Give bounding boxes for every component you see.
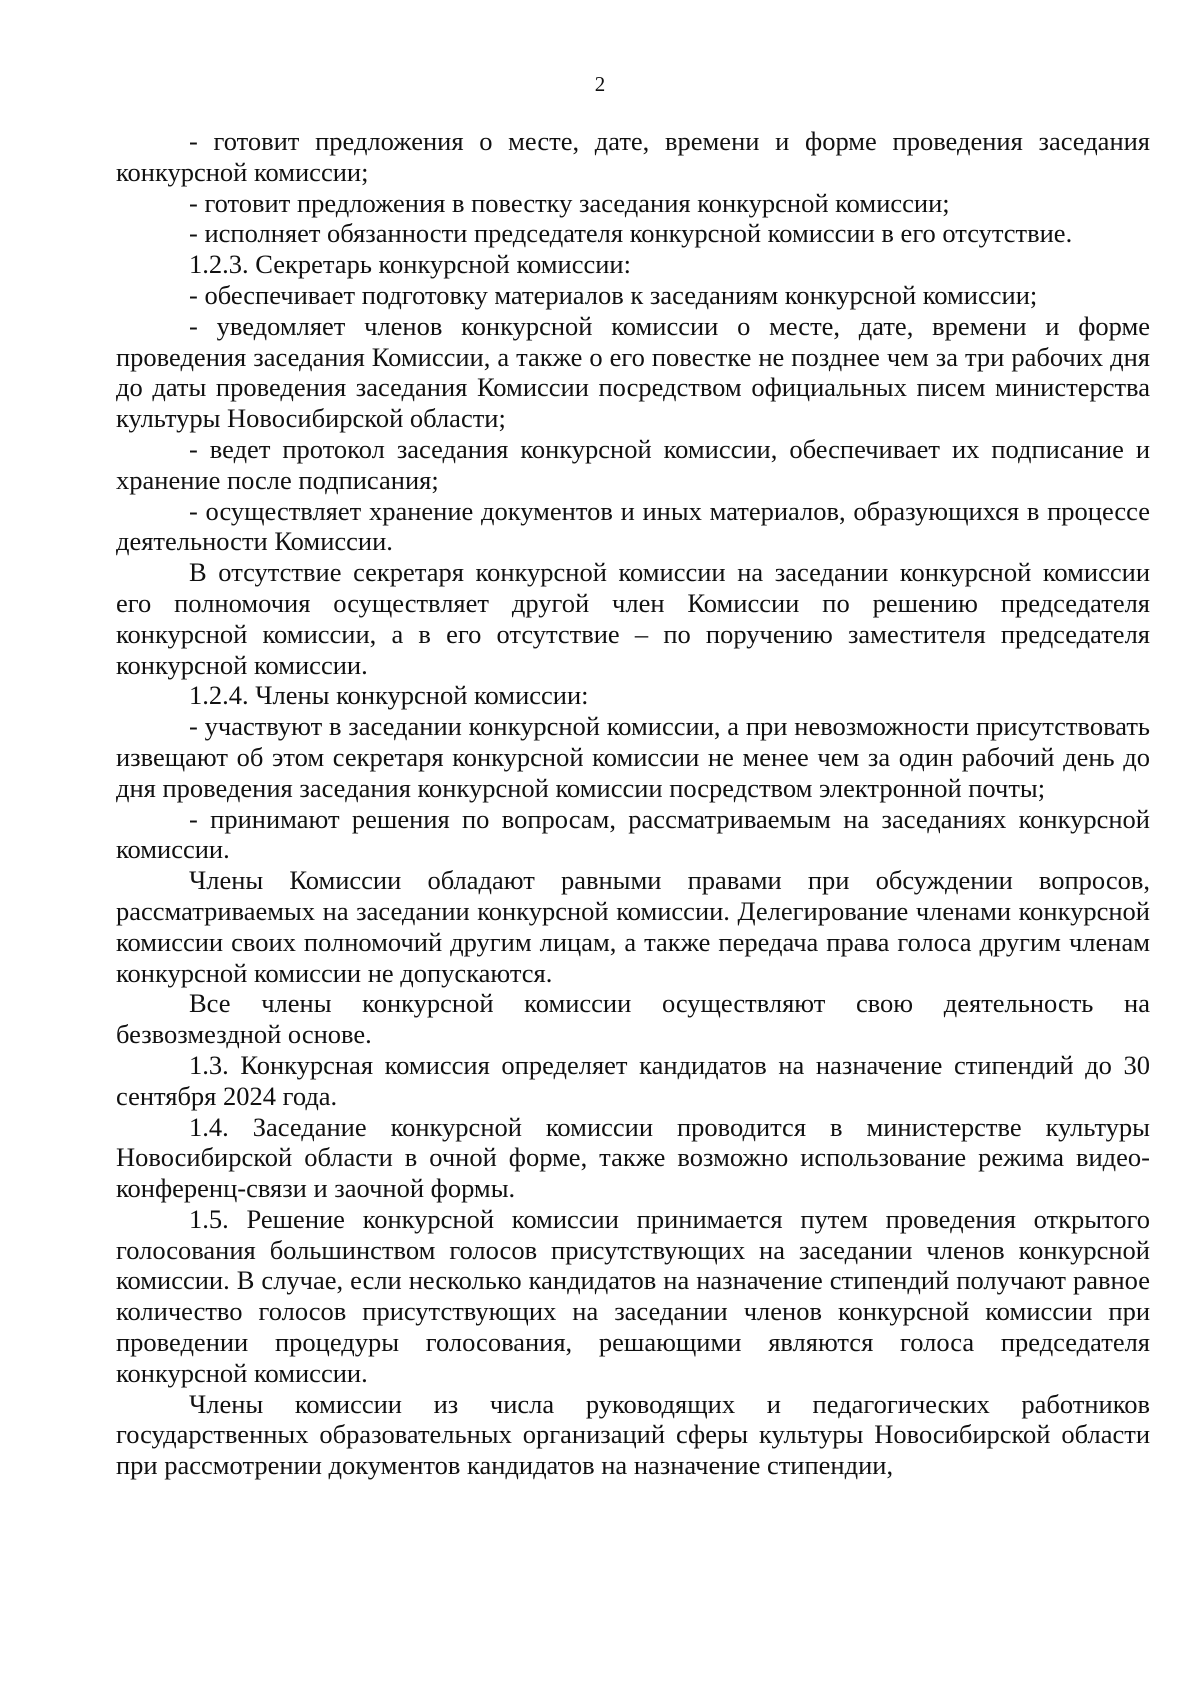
clause-1-5: 1.5. Решение конкурсной комиссии принимается путем проведения открытого голосования большинством голосов присутствующих на заседании членов конкурсной комиссии. В случае, если несколько кандидатов на назначение стипендий получают равное количество голосов присутствующих на заседании членов конкурсной комиссии при проведении процедуры голосования, решающими являются голоса председателя конкурсной комиссии.	[116, 1203, 1150, 1388]
paragraph-1: - готовит предложения о месте, дате, времени и форме проведения заседания конкурсной комиссии;	[116, 126, 1150, 187]
paragraph-13: Члены Комиссии обладают равными правами при обсуждении вопросов, рассматриваемых на заседании конкурсной комиссии. Делегирование членами конкурсной комиссии своих полномочий другим лицам, а также передача права голоса другим членам конкурсной комиссии не допускаются.	[116, 865, 1150, 988]
paragraph-3: - исполняет обязанности председателя конкурсной комиссии в его отсутствие.	[189, 218, 1073, 249]
page-number: 2	[594, 72, 606, 96]
paragraph-7: - ведет протокол заседания конкурсной комиссии, обеспечивает их подписание и хранение после подписания;	[116, 433, 1150, 495]
paragraph-5: - обеспечивает подготовку материалов к заседаниям конкурсной комиссии;	[189, 279, 1038, 310]
paragraph-12: - принимают решения по вопросам, рассматриваемым на заседаниях конкурсной комиссии.	[116, 803, 1150, 865]
paragraph-14: Все члены конкурсной комиссии осуществляют свою деятельность на безвозмездной основе.	[116, 988, 1150, 1050]
paragraph-2: - готовит предложения в повестку заседания конкурсной комиссии;	[189, 187, 950, 218]
clause-1-3: 1.3. Конкурсная комиссия определяет кандидатов на назначение стипендий до 30 сентября 2024 года.	[116, 1049, 1150, 1111]
document-body	[116, 126, 1150, 1481]
paragraph-9: В отсутствие секретаря конкурсной комиссии на заседании конкурсной комиссии его полномочия осуществляет другой член Комиссии по решению председателя конкурсной комиссии, а в его отсутствие – по поручению заместителя председателя конкурсной комиссии.	[116, 557, 1150, 680]
paragraph-6: - уведомляет членов конкурсной комиссии о месте, дате, времени и форме проведения заседания Комиссии, а также о его повестке не позднее чем за три рабочих дня до даты проведения заседания Комиссии посредством официальных писем министерства культуры Новосибирской области;	[116, 310, 1150, 434]
section-heading-1-2-3: 1.2.3. Секретарь конкурсной комиссии:	[189, 249, 631, 280]
paragraph-18: Члены комиссии из числа руководящих и педагогических работников государственных образовательных организаций сферы культуры Новосибирской области при рассмотрении документов кандидатов на назначение стипендии,	[116, 1388, 1150, 1481]
clause-1-4: 1.4. Заседание конкурсной комиссии проводится в министерстве культуры Новосибирской области в очной форме, также возможно использование режима видео-конференц-связи и заочной формы.	[116, 1111, 1150, 1204]
section-heading-1-2-4: 1.2.4. Члены конкурсной комиссии:	[189, 680, 589, 711]
paragraph-11: - участвуют в заседании конкурсной комиссии, а при невозможности присутствовать извещают об этом секретаря конкурсной комиссии не менее чем за один рабочий день до дня проведения заседания конкурсной комиссии посредством электронной почты;	[116, 711, 1150, 803]
paragraph-8: - осуществляет хранение документов и иных материалов, образующихся в процессе деятельности Комиссии.	[116, 495, 1150, 557]
